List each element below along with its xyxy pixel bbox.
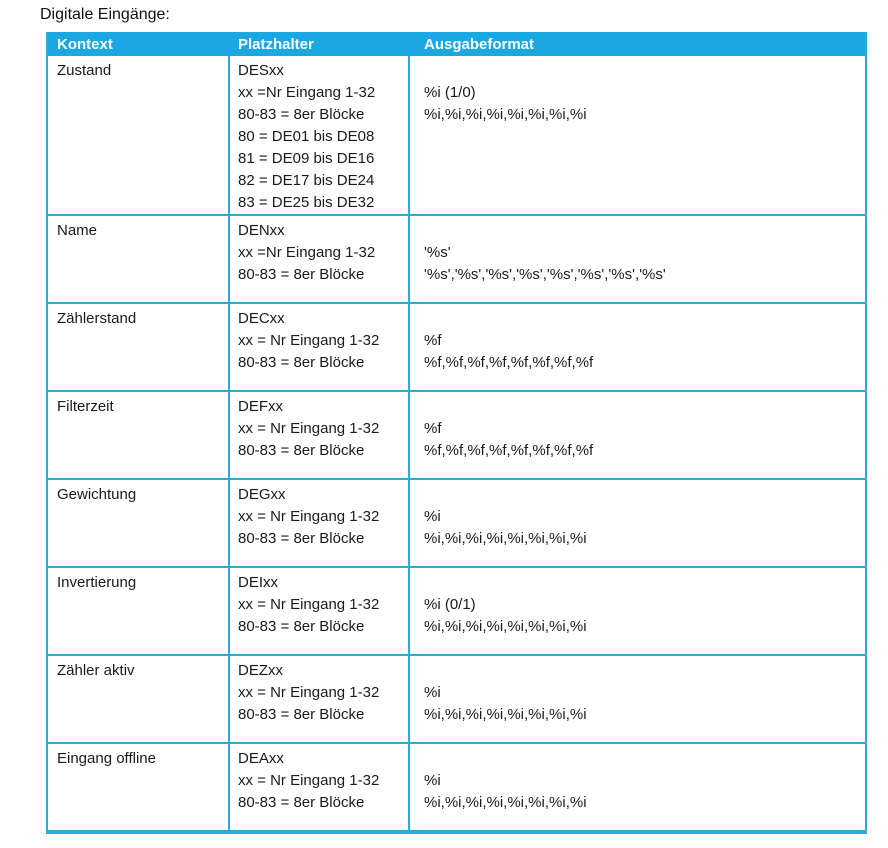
cell-line: 80 = DE01 bis DE08 <box>238 128 375 145</box>
table-row <box>48 214 865 302</box>
cell-line: %i <box>424 772 441 789</box>
cell-line: 80-83 = 8er Blöcke <box>238 266 365 283</box>
cell-line: 80-83 = 8er Blöcke <box>238 530 365 547</box>
cell-platzhalter <box>228 304 408 390</box>
header-cell-kontext: Kontext <box>57 35 113 53</box>
cell-platzhalter <box>228 392 408 478</box>
cell-ausgabeformat <box>408 56 865 214</box>
cell-line: %i,%i,%i,%i,%i,%i,%i,%i <box>424 706 587 723</box>
cell-line: %f <box>424 332 442 349</box>
cell-kontext <box>48 216 228 302</box>
cell-line: Name <box>57 222 98 239</box>
cell-line: Filterzeit <box>57 398 114 415</box>
cell-line: %i,%i,%i,%i,%i,%i,%i,%i <box>424 530 587 547</box>
cell-line: xx = Nr Eingang 1-32 <box>238 596 380 613</box>
cell-platzhalter <box>228 216 408 302</box>
cell-line: Gewichtung <box>57 486 137 503</box>
cell-ausgabeformat <box>408 744 865 830</box>
cell-kontext <box>48 480 228 566</box>
cell-ausgabeformat <box>408 568 865 654</box>
cell-line <box>424 660 857 682</box>
cell-line <box>424 308 857 330</box>
cell-line: DEGxx <box>238 486 286 503</box>
cell-platzhalter <box>228 744 408 830</box>
cell-line <box>424 220 857 242</box>
cell-line: 80-83 = 8er Blöcke <box>238 618 365 635</box>
cell-line: %i (1/0) <box>424 84 476 101</box>
cell-line: Invertierung <box>57 574 137 591</box>
cell-line <box>424 484 857 506</box>
cell-line: xx = Nr Eingang 1-32 <box>238 332 380 349</box>
cell-line: 80-83 = 8er Blöcke <box>238 706 365 723</box>
table-header <box>48 32 865 56</box>
cell-line: DESxx <box>238 62 284 79</box>
cell-line: DEAxx <box>238 750 284 767</box>
cell-line: 80-83 = 8er Blöcke <box>238 794 365 811</box>
cell-line: DENxx <box>238 222 285 239</box>
cell-platzhalter <box>228 56 408 214</box>
cell-line: '%s' <box>424 244 451 261</box>
page-title: Digitale Eingänge: <box>40 6 170 23</box>
cell-line: %i,%i,%i,%i,%i,%i,%i,%i <box>424 618 587 635</box>
cell-line: %i <box>424 684 441 701</box>
cell-kontext <box>48 56 228 214</box>
cell-line: Zählerstand <box>57 310 137 327</box>
cell-line: 82 = DE17 bis DE24 <box>238 172 375 189</box>
header-cell-ausgabeformat: Ausgabeformat <box>424 35 535 53</box>
cell-line: %i (0/1) <box>424 596 476 613</box>
cell-platzhalter <box>228 480 408 566</box>
cell-line: DEFxx <box>238 398 283 415</box>
table-row <box>48 654 865 742</box>
cell-platzhalter <box>228 568 408 654</box>
cell-line: Zustand <box>57 62 112 79</box>
cell-line: 80-83 = 8er Blöcke <box>238 442 365 459</box>
cell-line: 80-83 = 8er Blöcke <box>238 354 365 371</box>
cell-kontext <box>48 568 228 654</box>
cell-line: xx = Nr Eingang 1-32 <box>238 684 380 701</box>
cell-kontext <box>48 304 228 390</box>
cell-line: %f,%f,%f,%f,%f,%f,%f,%f <box>424 354 594 371</box>
cell-line: '%s','%s','%s','%s','%s','%s','%s','%s' <box>424 266 666 283</box>
table-row <box>48 390 865 478</box>
cell-line: xx = Nr Eingang 1-32 <box>238 508 380 525</box>
cell-line: xx =Nr Eingang 1-32 <box>238 84 376 101</box>
header-cell-platzhalter: Platzhalter <box>238 35 314 53</box>
table-row <box>48 302 865 390</box>
cell-ausgabeformat <box>408 480 865 566</box>
cell-kontext <box>48 744 228 830</box>
cell-line: %i <box>424 508 441 525</box>
cell-kontext <box>48 392 228 478</box>
cell-line: xx = Nr Eingang 1-32 <box>238 772 380 789</box>
digital-inputs-table <box>46 32 867 834</box>
cell-ausgabeformat <box>408 656 865 742</box>
cell-line <box>424 396 857 418</box>
table-body <box>48 56 865 830</box>
cell-line: Zähler aktiv <box>57 662 135 679</box>
cell-ausgabeformat <box>408 304 865 390</box>
cell-line: 81 = DE09 bis DE16 <box>238 150 375 167</box>
cell-line <box>424 748 857 770</box>
cell-line <box>424 572 857 594</box>
cell-kontext <box>48 656 228 742</box>
table-row <box>48 478 865 566</box>
table-row <box>48 56 865 214</box>
cell-line: Eingang offline <box>57 750 156 767</box>
cell-ausgabeformat <box>408 392 865 478</box>
table-row <box>48 742 865 830</box>
cell-line: DEIxx <box>238 574 279 591</box>
cell-line: 83 = DE25 bis DE32 <box>238 194 375 211</box>
cell-line: %f <box>424 420 442 437</box>
cell-line: %f,%f,%f,%f,%f,%f,%f,%f <box>424 442 594 459</box>
cell-ausgabeformat <box>408 216 865 302</box>
cell-line: xx = Nr Eingang 1-32 <box>238 420 380 437</box>
cell-line: 80-83 = 8er Blöcke <box>238 106 365 123</box>
cell-line <box>424 60 857 82</box>
table-row <box>48 566 865 654</box>
cell-line: %i,%i,%i,%i,%i,%i,%i,%i <box>424 794 587 811</box>
cell-line: %i,%i,%i,%i,%i,%i,%i,%i <box>424 106 587 123</box>
cell-line: DECxx <box>238 310 285 327</box>
cell-platzhalter <box>228 656 408 742</box>
cell-line: xx =Nr Eingang 1-32 <box>238 244 376 261</box>
cell-line: DEZxx <box>238 662 283 679</box>
